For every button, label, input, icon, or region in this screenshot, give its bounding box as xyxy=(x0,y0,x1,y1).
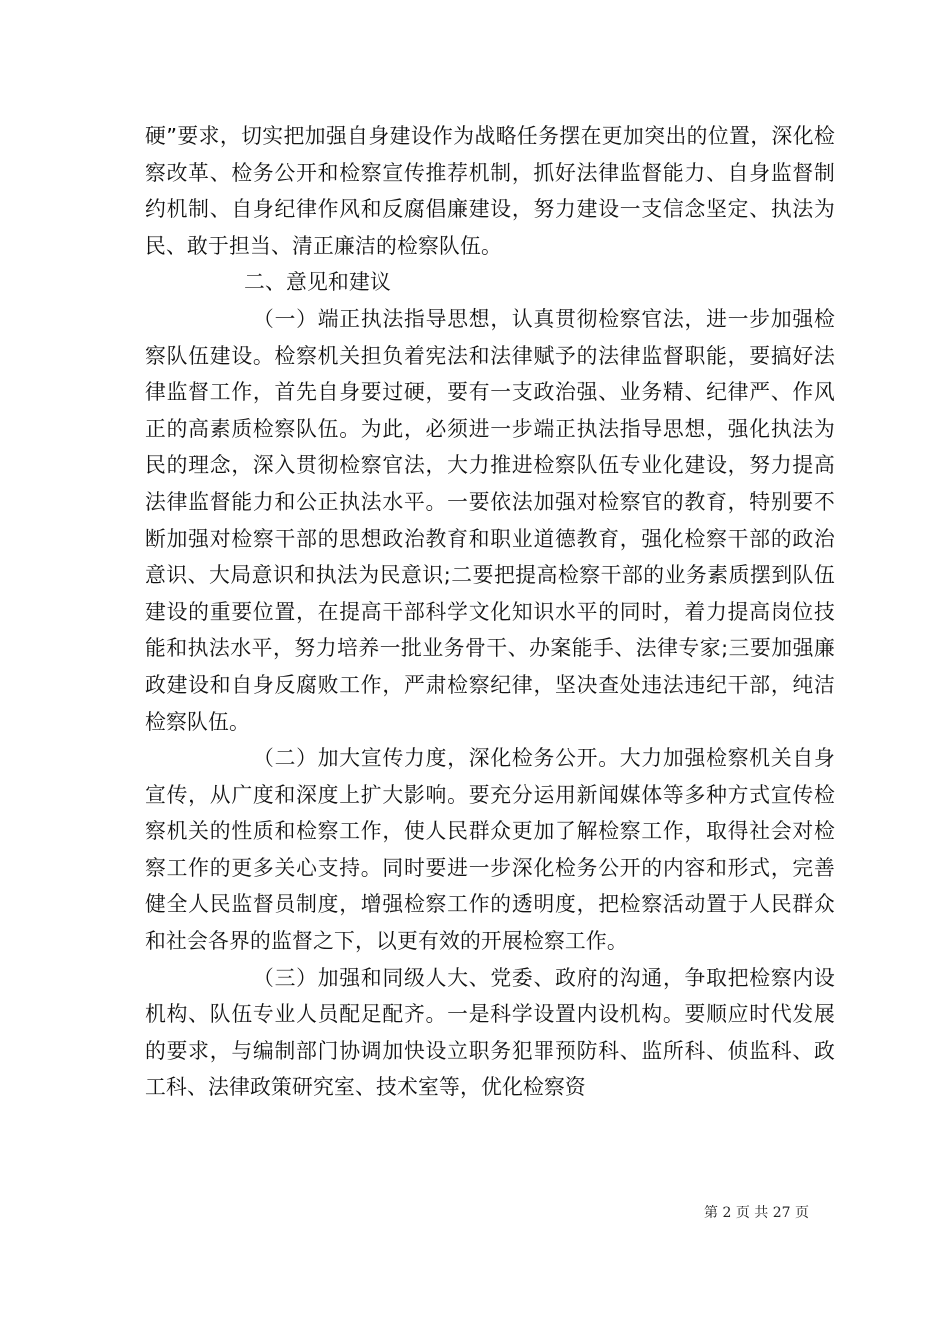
page-number-footer: 第 2 页 共 27 页 xyxy=(704,1205,809,1221)
paragraph-continuation: 硬”要求，切实把加强自身建设作为战略任务摆在更加突出的位置，深化检察改革、检务公开和检察宣传推荐机制，抓好法律监督能力、自身监督制约机制、自身纪律作风和反腐倡廉建设，努力建设一支信念坚定、执法为民、敢于担当、清正廉洁的检察队伍。 xyxy=(145,124,835,258)
body-text xyxy=(145,118,835,1106)
section-heading: 二、意见和建议 xyxy=(244,270,391,295)
paragraph-point-2: （二）加大宣传力度，深化检务公开。大力加强检察机关自身宣传，从广度和深度上扩大影响。要充分运用新闻媒体等多种方式宣传检察机关的性质和检察工作，使人民群众更加了解检察工作，取得社会对检察工作的更多关心支持。同时要进一步深化检务公开的内容和形式，完善健全人民监督员制度，增强检察工作的透明度，把检察活动置于人民群众和社会各界的监督之下，以更有效的开展检察工作。 xyxy=(145,746,835,954)
paragraph-point-3: （三）加强和同级人大、党委、政府的沟通，争取把检察内设机构、队伍专业人员配足配齐。一是科学设置内设机构。要顺应时代发展的要求，与编制部门协调加快设立职务犯罪预防科、监所科、侦监科、政工科、法律政策研究室、技术室等，优化检察资 xyxy=(145,965,835,1100)
paragraph-point-1: （一）端正执法指导思想，认真贯彻检察官法，进一步加强检察队伍建设。检察机关担负着宪法和法律赋予的法律监督职能，要搞好法律监督工作，首先自身要过硬，要有一支政治强、业务精、纪律严、作风正的高素质检察队伍。为此，必须进一步端正执法指导思想，强化执法为民的理念，深入贯彻检察官法，大力推进检察队伍专业化建设，努力提高法律监督能力和公正执法水平。一要依法加强对检察官的教育，特别要不断加强对检察干部的思想政治教育和职业道德教育，强化检察干部的政治意识、大局意识和执法为民意识;二要把提高检察干部的业务素质摆到队伍建设的重要位置，在提高干部科学文化知识水平的同时，着力提高岗位技能和执法水平，努力培养一批业务骨干、办案能手、法律专家;三要加强廉政建设和自身反腐败工作，严肃检察纪律，坚决查处违法违纪干部，纯洁检察队伍。 xyxy=(145,306,835,734)
